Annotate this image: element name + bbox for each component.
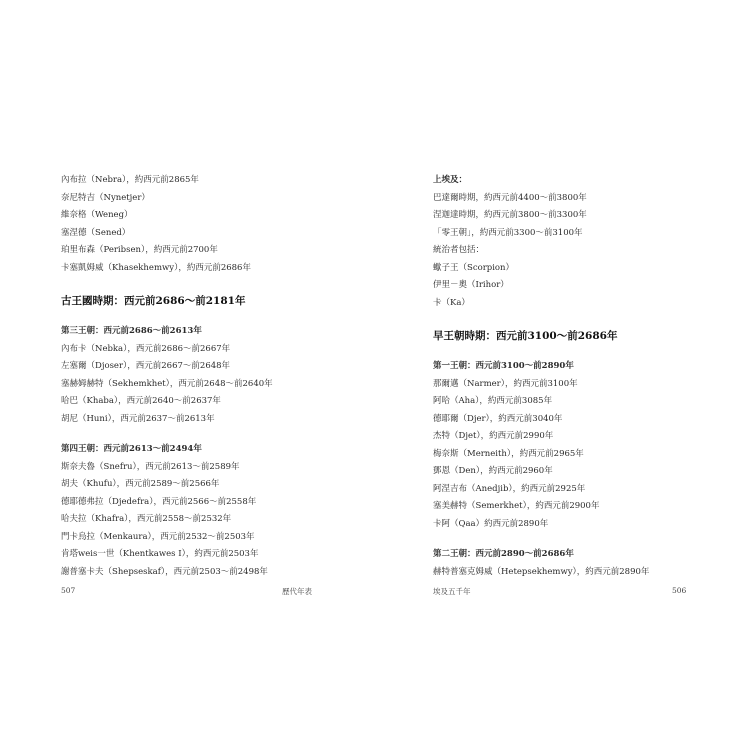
list-item: 哈巴（Khaba），西元前2640～前2637年 (61, 396, 221, 406)
list-item: 「零王朝」，約西元前3300～前3100年 (433, 227, 583, 238)
list-item: 塞赫姆赫特（Sekhemkhet），西元前2648～前2640年 (61, 378, 273, 389)
list-item: 統治者包括： (433, 245, 485, 255)
list-item: 杰特（Djet），約西元前2990年 (433, 431, 554, 441)
spacer (433, 312, 733, 327)
running-title: 埃及五千年 (433, 587, 471, 596)
list-item: 卡阿（Qaa）約西元前2890年 (433, 518, 549, 529)
list-item: 內布卡（Nebka），西元前2686～前2667年 (61, 343, 231, 354)
running-title: 歷代年表 (282, 587, 312, 596)
period-heading-old-kingdom: 古王國時期：西元前2686～前2181年 (61, 295, 246, 307)
list-item: 伊里－奧（Irihor） (433, 280, 509, 290)
spacer (61, 277, 361, 292)
list-item: 肯塔weis一世（Khentkawes I），約西元前2503年 (61, 549, 259, 559)
right-page (375, 0, 750, 750)
list-item: 胡尼（Huni），西元前2637～前2613年 (61, 413, 215, 424)
dynasty-1-section (433, 358, 733, 533)
spacer (61, 428, 361, 441)
dynasty-3-section (61, 323, 361, 428)
spacer (433, 533, 733, 546)
section-title: 上埃及： (433, 175, 468, 185)
list-item: 涅迦達時期，約西元前3800～前3300年 (433, 210, 587, 220)
list-item: 那爾邁（Narmer），約西元前3100年 (433, 378, 578, 389)
list-item: 奈尼特吉（Nynetjer） (61, 192, 150, 203)
list-item: 赫特普塞克姆威（Hetepsekhemwy），約西元前2890年 (433, 566, 650, 577)
dynasty-2-section (433, 546, 733, 581)
list-item: 德耶爾（Djer），約西元前3040年 (433, 413, 563, 424)
list-item: 塞美赫特（Semerkhet），約西元前2900年 (433, 501, 600, 511)
list-item: 斯奈夫魯（Snefru），西元前2613～前2589年 (61, 461, 240, 472)
list-item: 謝普塞卡夫（Shepseskaf），西元前2503～前2498年 (61, 566, 268, 577)
dynasty-title: 第一王朝：西元前3100～前2890年 (433, 361, 574, 371)
list-item: 胡夫（Khufu），西元前2589～前2566年 (61, 479, 220, 489)
right-column (433, 172, 733, 581)
list-item: 左塞爾（Djoser），西元前2667～前2648年 (61, 361, 231, 371)
dynasty-title: 第四王朝：西元前2613～前2494年 (61, 444, 202, 454)
list-item: 梅奈斯（Merneith），約西元前2965年 (433, 448, 584, 459)
list-item: 阿哈（Aha），約西元前3085年 (433, 396, 553, 406)
list-item: 鄧恩（Den），約西元前2960年 (433, 466, 553, 476)
list-item: 內布拉（Nebra），約西元前2865年 (61, 175, 199, 185)
period-heading-early-dynastic: 早王朝時期：西元前3100～前2686年 (433, 330, 618, 342)
upper-egypt-section (433, 172, 733, 312)
list-item: 蠍子王（Scorpion） (433, 262, 515, 273)
spacer (61, 310, 361, 323)
left-column (61, 172, 361, 581)
spacer (433, 345, 733, 358)
list-item: 卡（Ka） (433, 297, 470, 308)
page-number: 507 (61, 586, 76, 595)
dynasty-title: 第三王朝：西元前2686～前2613年 (61, 326, 202, 336)
list-item: 哈夫拉（Khafra），西元前2558～前2532年 (61, 514, 232, 524)
list-item: 塞涅德（Sened） (61, 227, 131, 238)
list-item: 阿涅吉布（Anedjib），約西元前2925年 (433, 483, 586, 494)
dynasty-4-section (61, 441, 361, 581)
list-item: 德耶德弗拉（Djedefra），西元前2566～前2558年 (61, 496, 257, 507)
list-item: 維奈格（Weneg） (61, 210, 133, 220)
list-item: 卡塞凱姆威（Khasekhemwy），約西元前2686年 (61, 262, 251, 273)
list-item: 珀里布森（Peribsen），約西元前2700年 (61, 245, 218, 255)
dynasty-title: 第二王朝：西元前2890～前2686年 (433, 549, 574, 559)
list-item: 門卡烏拉（Menkaura），西元前2532～前2503年 (61, 531, 255, 542)
page-number: 506 (672, 586, 687, 595)
left-top-list (61, 172, 361, 277)
list-item: 巴達爾時期，約西元前4400～前3800年 (433, 192, 587, 203)
